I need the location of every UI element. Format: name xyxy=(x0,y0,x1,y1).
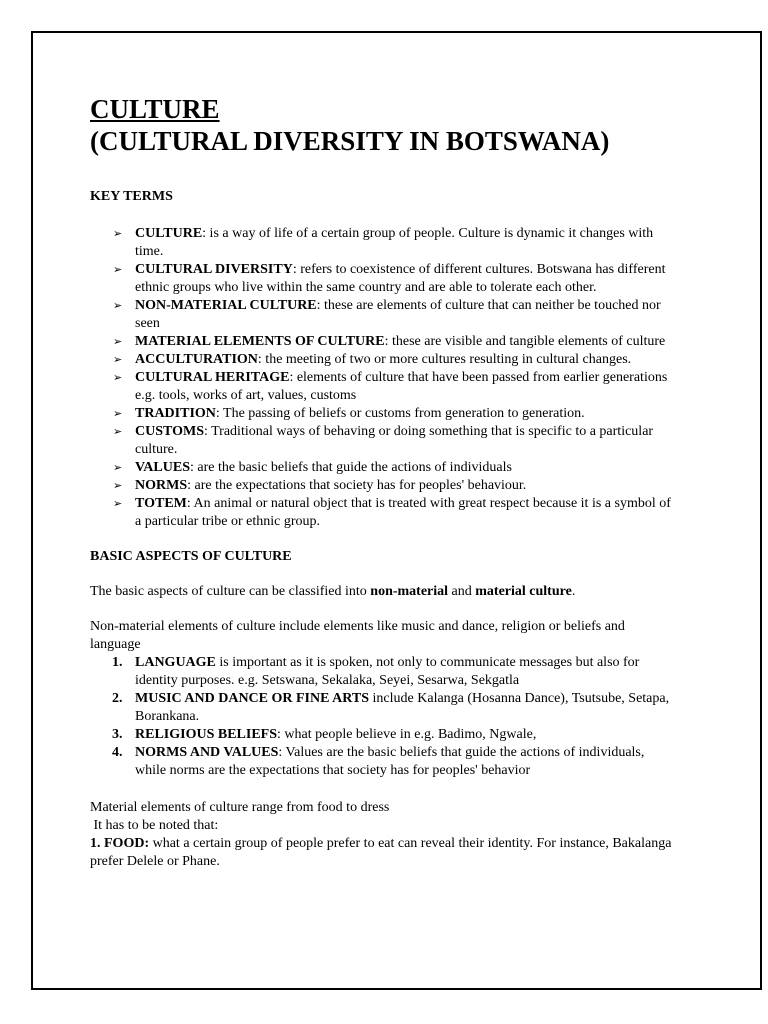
arrow-bullet-icon: ➢ xyxy=(113,354,123,366)
aspect-definition: : what people believe in e.g. Badimo, Ngwale, xyxy=(277,727,537,742)
arrow-bullet-icon: ➢ xyxy=(113,498,123,510)
key-term-name: CULTURAL DIVERSITY xyxy=(135,262,293,277)
aspect-definition: : Values are the basic beliefs that guide the actions of individuals, while norms are the expectations that society has for peoples' behavior xyxy=(135,745,645,778)
key-term-item xyxy=(90,495,675,531)
aspect-number: 4. xyxy=(112,745,123,760)
title-line-1: CULTURE xyxy=(90,94,220,124)
key-term-definition: : refers to coexistence of different cultures. Botswana has different ethnic groups who live within the same country and are able to tolerate each other. xyxy=(135,262,666,295)
basic-aspects-heading: BASIC ASPECTS OF CULTURE xyxy=(90,549,292,564)
key-term-item xyxy=(90,369,675,405)
material-intro: Material elements of culture range from food to dress xyxy=(90,800,390,815)
aspect-item xyxy=(90,726,675,744)
key-term-name: TRADITION xyxy=(135,406,216,421)
intro-text: and xyxy=(448,584,476,599)
aspects-list xyxy=(90,654,675,780)
key-term-item xyxy=(90,261,675,297)
aspect-term: NORMS AND VALUES xyxy=(135,745,279,760)
aspect-number: 1. xyxy=(112,655,123,670)
document-body xyxy=(90,93,675,871)
key-terms-list xyxy=(90,225,675,531)
arrow-bullet-icon: ➢ xyxy=(113,372,123,384)
key-terms-heading: KEY TERMS xyxy=(90,189,173,204)
aspect-number: 2. xyxy=(112,691,123,706)
intro-bold-material: material culture xyxy=(475,584,572,599)
aspect-definition: is important as it is spoken, not only to communicate messages but also for identity purposes. e.g. Setswana, Sekalaka, Seyei, Sesarwa, Sekgatla xyxy=(135,655,640,688)
key-term-item xyxy=(90,477,675,495)
arrow-bullet-icon: ➢ xyxy=(113,480,123,492)
key-term-definition: : An animal or natural object that is treated with great respect because it is a symbol of a particular tribe or ethnic group. xyxy=(135,496,671,529)
arrow-bullet-icon: ➢ xyxy=(113,264,123,276)
key-term-definition: : the meeting of two or more cultures resulting in cultural changes. xyxy=(257,352,632,367)
key-term-item xyxy=(90,225,675,261)
aspect-item xyxy=(90,744,675,780)
key-term-name: NORMS xyxy=(135,478,188,493)
key-term-name: ACCULTURATION xyxy=(135,352,258,367)
basic-aspects-intro xyxy=(90,583,675,601)
food-definition: what a certain group of people prefer to eat can reveal their identity. For instance, Bakalanga prefer Delele or Phane. xyxy=(90,836,672,869)
noted-line: It has to be noted that: xyxy=(90,818,219,833)
aspect-term: RELIGIOUS BELIEFS xyxy=(135,727,277,742)
arrow-bullet-icon: ➢ xyxy=(113,336,123,348)
food-term: 1. FOOD: xyxy=(90,836,150,851)
key-term-item xyxy=(90,459,675,477)
key-term-definition: : these are visible and tangible elements of culture xyxy=(384,334,666,349)
arrow-bullet-icon: ➢ xyxy=(113,228,123,240)
intro-text: . xyxy=(571,584,576,599)
key-term-definition: : these are elements of culture that can neither be touched nor seen xyxy=(135,298,661,331)
intro-bold-nonmaterial: non-material xyxy=(370,584,449,599)
arrow-bullet-icon: ➢ xyxy=(113,300,123,312)
document-title xyxy=(90,93,675,157)
aspect-term: MUSIC AND DANCE OR FINE ARTS xyxy=(135,691,370,706)
key-term-item xyxy=(90,423,675,459)
key-term-name: CUSTOMS xyxy=(135,424,204,439)
arrow-bullet-icon: ➢ xyxy=(113,462,123,474)
key-term-definition: : The passing of beliefs or customs from generation to generation. xyxy=(215,406,585,421)
key-term-definition: : elements of culture that have been passed from earlier generations e.g. tools, works of art, values, customs xyxy=(135,370,668,403)
arrow-bullet-icon: ➢ xyxy=(113,426,123,438)
key-term-name: MATERIAL ELEMENTS OF CULTURE xyxy=(135,334,385,349)
arrow-bullet-icon: ➢ xyxy=(113,408,123,420)
key-term-definition: : is a way of life of a certain group of people. Culture is dynamic it changes with time. xyxy=(135,226,654,259)
food-paragraph xyxy=(90,835,675,871)
key-term-name: CULTURAL HERITAGE xyxy=(135,370,290,385)
key-term-item xyxy=(90,405,675,423)
aspect-definition: include Kalanga (Hosanna Dance), Tsutsube, Setapa, Borankana. xyxy=(135,691,670,724)
key-term-item xyxy=(90,297,675,333)
key-term-definition: : are the expectations that society has for peoples' behaviour. xyxy=(187,478,527,493)
key-term-item xyxy=(90,333,675,351)
key-term-definition: : Traditional ways of behaving or doing something that is specific to a particular culture. xyxy=(135,424,654,457)
key-term-name: TOTEM xyxy=(135,496,187,511)
key-term-definition: : are the basic beliefs that guide the actions of individuals xyxy=(190,460,512,475)
nonmaterial-intro: Non-material elements of culture include elements like music and dance, religion or beliefs and language xyxy=(90,619,625,652)
title-line-2: (CULTURAL DIVERSITY IN BOTSWANA) xyxy=(90,126,610,156)
aspect-term: LANGUAGE xyxy=(135,655,216,670)
key-term-name: CULTURE xyxy=(135,226,203,241)
aspect-item xyxy=(90,654,675,690)
key-term-item xyxy=(90,351,675,369)
aspect-number: 3. xyxy=(112,727,123,742)
key-term-name: VALUES xyxy=(135,460,190,475)
intro-text: The basic aspects of culture can be classified into xyxy=(90,584,371,599)
aspect-item xyxy=(90,690,675,726)
key-term-name: NON-MATERIAL CULTURE xyxy=(135,298,317,313)
